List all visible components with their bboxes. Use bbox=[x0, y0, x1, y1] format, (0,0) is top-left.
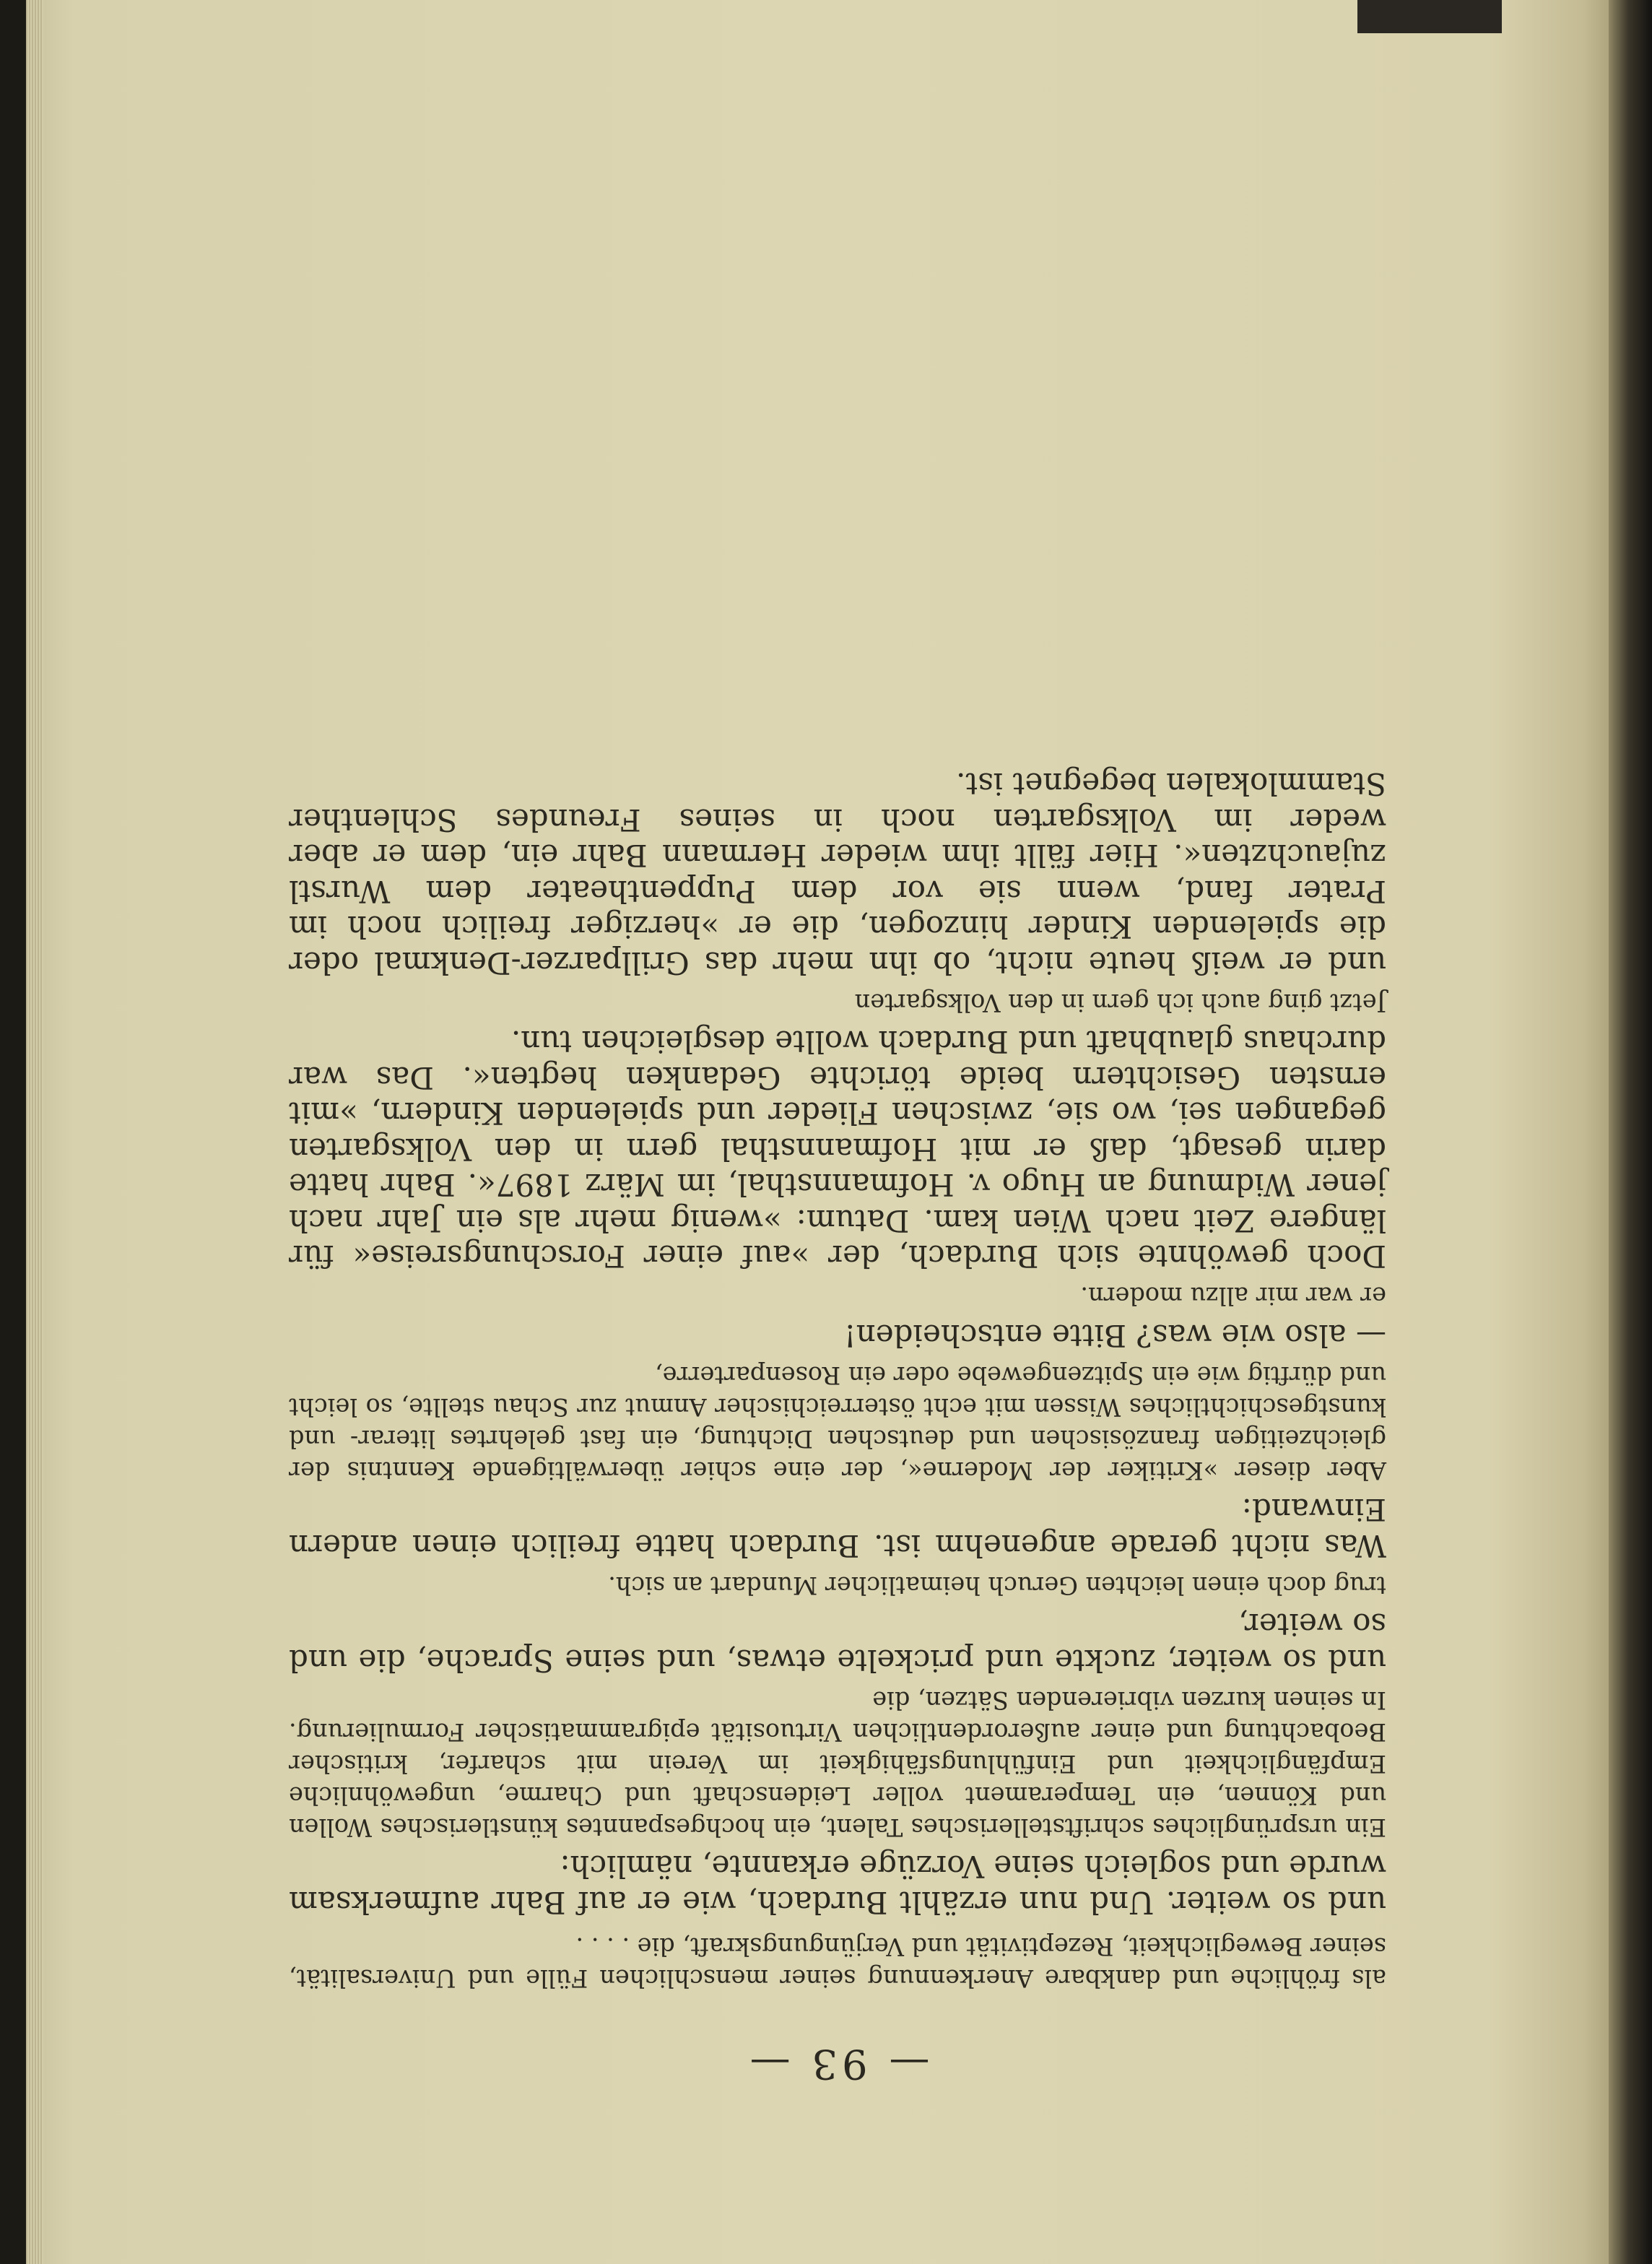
paragraph-11: Jetzt ging auch ich gern in den Volksgarten bbox=[854, 989, 1386, 1017]
paragraph-3: Ein ursprüngliches schriftstellerisches Talent, ein hochgespanntes künstlerisches Wollen und Können, ein Temperament voller Leidenschaft und Charme, ungewöhnliche Empfänglichkeit und Einfühlungsfähigkeit im Verein mit scharfer, kritischer Beobachtung und einer außerordentlichen Virtuosität epigrammatischer Formulierung. In seinen kurzen vibrierenden Sätzen, die bbox=[289, 1686, 1386, 1842]
paragraph-4: und so weiter, zuckte und prickelte etwas, und seine Sprache, die und so weiter, bbox=[289, 1607, 1386, 1678]
paragraph-8: — also wie was? Bitte entscheiden! bbox=[843, 1318, 1386, 1353]
paragraph-10: Doch gewöhnte sich Burdach, der »auf einer Forschungsreise« für längere Zeit nach Wien kam. Datum: »wenig mehr als ein Jahr nach jener Widmung an Hugo v. Hofmannsthal, im März 1897«. Bahr hatte darin gesagt, daß er mit Hofmannsthal gern in den Volksgarten gegangen sei, wo sie, zwischen Flieder und spielenden Kindern, »mit ernsten Gesichtern beide törichte Gedanken hegten«. Das war durchaus glaubhaft und Burdach wollte desgleichen tun. bbox=[289, 1024, 1386, 1275]
cover-corner bbox=[1357, 0, 1502, 33]
page-number: — 93 — bbox=[745, 2040, 930, 2087]
paragraph-7: Aber dieser »Kritiker der Moderne«, der eine schier überwältigende Kenntnis der gleichzeitigen französischen und deutschen Dichtung, ein fast gelehrtes literar- und kunstgeschichtliches Wissen mit echt österreichischer Anmut zur Schau stellte, so leicht und dürftig wie ein Spitzengewebe oder ein Rosenparterre, bbox=[289, 1361, 1386, 1485]
paragraph-9: er war mir allzu modern. bbox=[1080, 1282, 1386, 1311]
paragraph-5: trug doch einen leichten Geruch heimatlicher Mundart an sich. bbox=[608, 1571, 1386, 1600]
paragraph-12: und er weiß heute nicht, ob ihn mehr das Grillparzer-Denkmal oder die spielenden Kinder hinzogen, die er »herziger freilich noch im Prater fand, wenn sie vor dem Puppentheater dem Wurstl zujauchzten«. Hier fällt ihm wieder Hermann Bahr ein, dem er aber weder im Volksgarten noch in seines Freundes Schlenther Stammlokalen begegnet ist. bbox=[289, 766, 1386, 981]
binding-edge bbox=[1609, 0, 1652, 2264]
page-text-block bbox=[289, 303, 1386, 2087]
paragraph-2: und so weiter. Und nun erzählt Burdach, wie er auf Bahr aufmerksam wurde und sogleich seine Vorzüge erkannte, nämlich: bbox=[289, 1849, 1386, 1920]
paragraph-1: als fröhliche und dankbare Anerkennung seiner menschlichen Fülle und Universalität, seiner Beweglichkeit, Rezeptivität und Verjüngungskraft, die . . . . bbox=[289, 1933, 1386, 1992]
page-edge bbox=[26, 0, 43, 2264]
paragraph-6: Was nicht gerade angenehm ist. Burdach hatte freilich einen andern Einwand: bbox=[289, 1492, 1386, 1563]
